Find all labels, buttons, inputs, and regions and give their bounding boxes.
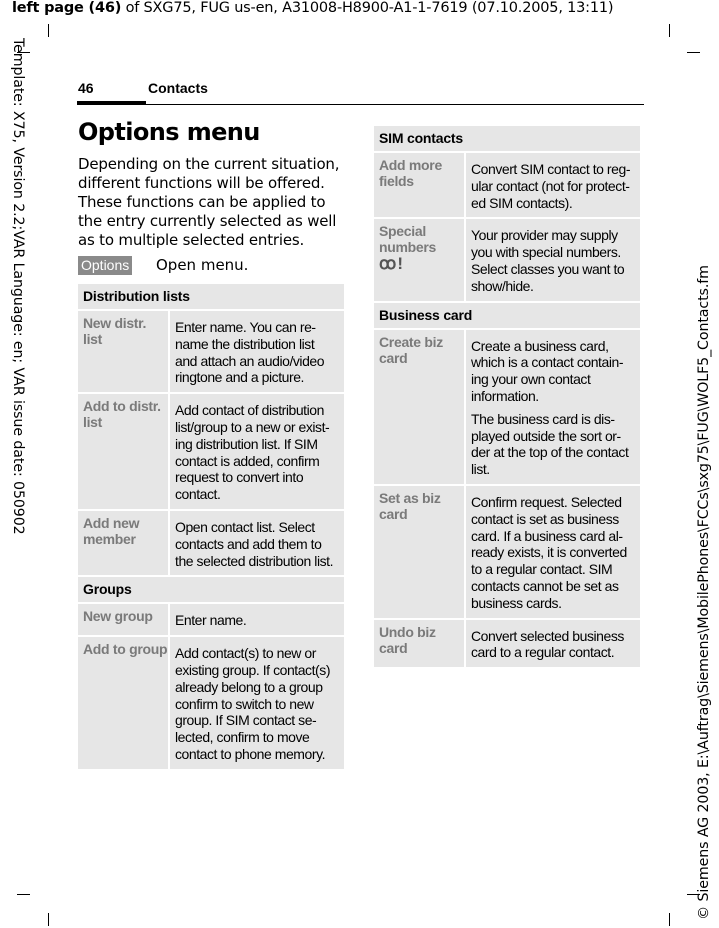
menu-item-label bbox=[374, 219, 464, 300]
crop-mark bbox=[669, 24, 670, 37]
description-paragraph: The business card is dis-played outside the sort or-der at the top of the contact list. bbox=[471, 410, 629, 478]
section-label: SIM contacts bbox=[379, 130, 463, 146]
menu-item-label: Add to distr. list bbox=[83, 398, 161, 431]
menu-item-label: Add new member bbox=[83, 514, 140, 547]
page-reference: left page (46) bbox=[12, 0, 122, 16]
crop-mark bbox=[17, 894, 30, 895]
menu-item-label: Create biz card bbox=[379, 333, 443, 366]
template-info-vertical bbox=[6, 38, 26, 888]
header-rule-thin bbox=[146, 104, 644, 105]
header-rule-thick bbox=[77, 101, 146, 105]
right-options-table bbox=[374, 126, 640, 669]
section-row-sim-contacts bbox=[374, 126, 640, 153]
section-row-business-card bbox=[374, 303, 640, 330]
softkey-description: Open menu. bbox=[156, 256, 249, 274]
table-row bbox=[78, 311, 344, 394]
section-label: Groups bbox=[83, 581, 132, 598]
menu-item-description: Confirm request. Selected contact is set as business card. If a business card al-ready exists, it is converted to a regular contact. SIM contacts cannot be set as business cards. bbox=[464, 486, 640, 618]
menu-item-label: Undo biz card bbox=[379, 623, 436, 656]
document-info: of SXG75, FUG us-en, A31008-H8900-A1-1-7619 (07.10.2005, 13:11) bbox=[121, 0, 614, 16]
left-options-table bbox=[78, 284, 344, 771]
menu-item-label: New distr. list bbox=[83, 315, 147, 347]
description-paragraph: Create a business card, which is a contact contain-ing your own contact information. bbox=[471, 337, 624, 404]
menu-item-label: Set as biz card bbox=[379, 489, 441, 522]
section-row-distribution-lists bbox=[78, 284, 344, 311]
document-source-line bbox=[12, 0, 613, 16]
table-row bbox=[374, 219, 640, 302]
page-number: 46 bbox=[78, 80, 94, 96]
menu-item-description: Enter name. bbox=[168, 604, 344, 635]
crop-mark bbox=[687, 52, 700, 53]
menu-item-description: Convert selected business card to a regular contact. bbox=[464, 620, 640, 668]
network-service-icon: ꝏ! bbox=[379, 254, 404, 274]
menu-item-description: Add contact(s) to new or existing group. If contact(s) already belong to a group confirm to switch to new group. If SIM contact se-lected, confirm to move contact to phone memory. bbox=[168, 637, 344, 769]
menu-item-description: Add contact of distribution list/group to a new or exist-ing distribution list. If SIM contact is added, confirm request to convert into contact. bbox=[168, 394, 344, 509]
template-info-text: Template: X75, Version 2.2;VAR Language: en; VAR issue date: 050902 bbox=[10, 38, 26, 535]
menu-item-label: Add more fields bbox=[379, 157, 442, 189]
menu-item-description: Open contact list. Select contacts and add them to the selected distribution list. bbox=[168, 511, 344, 575]
copyright-path-vertical bbox=[696, 240, 716, 920]
menu-item-label: Add to group bbox=[83, 641, 168, 658]
crop-mark bbox=[669, 913, 670, 926]
table-row bbox=[78, 511, 344, 577]
crop-mark bbox=[48, 913, 49, 926]
crop-mark bbox=[48, 24, 49, 37]
copyright-path-text: © Siemens AG 2003, E:\Auftrag\Siemens\MobilePhones\FCCs\sxg75\FUG\WOLF5_Contacts.fm bbox=[696, 265, 712, 920]
menu-item-description: Enter name. You can re-name the distribution list and attach an audio/video ringtone and a picture. bbox=[168, 311, 344, 392]
menu-item-description: Convert SIM contact to reg-ular contact (not for protect-ed SIM contacts). bbox=[464, 153, 640, 217]
table-row bbox=[78, 394, 344, 511]
section-heading: Options menu bbox=[78, 118, 260, 146]
table-row bbox=[374, 620, 640, 670]
table-row bbox=[78, 637, 344, 771]
chapter-title: Contacts bbox=[148, 80, 208, 96]
menu-item-label: New group bbox=[83, 608, 153, 625]
intro-paragraph: Depending on the current situation, different functions will be offered. These functions can be applied to the entry currently selected as well as to multiple selected entries. bbox=[78, 155, 340, 249]
section-label: Business card bbox=[379, 306, 473, 323]
table-row bbox=[374, 153, 640, 219]
special-numbers-label: Special numbers bbox=[379, 223, 437, 256]
menu-item-description bbox=[464, 330, 640, 484]
table-row bbox=[374, 486, 640, 620]
menu-item-description: Your provider may supply you with special numbers. Select classes you want to show/hide. bbox=[464, 219, 640, 300]
table-row bbox=[374, 330, 640, 486]
section-row-groups bbox=[78, 577, 344, 604]
table-row bbox=[78, 604, 344, 637]
options-softkey: Options bbox=[78, 256, 132, 275]
section-label: Distribution lists bbox=[83, 288, 190, 304]
